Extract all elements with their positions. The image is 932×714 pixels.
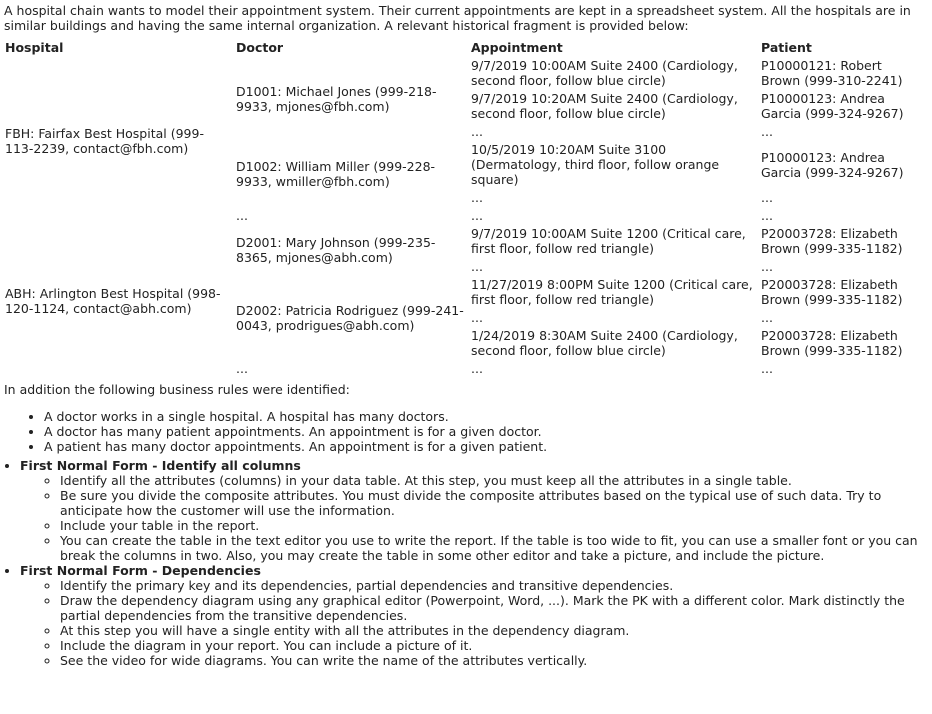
patient-cell: ... — [761, 208, 773, 223]
doctor-cell: ... — [236, 208, 248, 223]
table-row — [2, 225, 926, 258]
list-item: • A doctor works in a single hospital. A hospital has many doctors. — [44, 409, 924, 424]
hospital-cell: ABH: Arlington Best Hospital (998-120-1124, contact@abh.com) — [5, 286, 221, 316]
header-appointment: Appointment — [471, 40, 563, 55]
intro-paragraph: A hospital chain wants to model their appointment system. Their current appointments are kept in a spreadsheet system. All the hospitals are in similar buildings and having the same internal organization. A relevant historical fragment is provided below: — [4, 3, 911, 33]
historical-table — [2, 39, 926, 378]
list-item: ◦ Be sure you divide the composite attributes. You must divide the composite attributes based on the typical use of such data. Try to anticipate how the customer will use the information. — [60, 488, 920, 518]
table-row — [2, 57, 926, 90]
list-item: • A patient has many doctor appointments. An appointment is for a given patient. — [44, 439, 924, 454]
header-doctor: Doctor — [236, 40, 284, 55]
doctor-cell: D1002: William Miller (999-228-9933, wmiller@fbh.com) — [236, 158, 436, 189]
list-item: ◦ Draw the dependency diagram using any graphical editor (Powerpoint, Word, ...). Mark the PK with a different color. Mark distinctly the partial dependencies from the transitive dependencies. — [60, 593, 920, 623]
patient-cell: P10000123: Andrea Garcia (999-324-9267) — [761, 91, 904, 121]
patient-cell: ... — [761, 361, 773, 376]
appointment-cell: ... — [471, 124, 483, 139]
list-item: ◦ At this step you will have a single entity with all the attributes in the dependency diagram. — [60, 623, 920, 638]
section-title: First Normal Form - Dependencies — [20, 563, 261, 578]
hospital-cell: FBH: Fairfax Best Hospital (999-113-2239, contact@fbh.com) — [5, 125, 204, 156]
list-item: ◦ Identify all the attributes (columns) in your data table. At this step, you must keep all the attributes in a single table. — [60, 473, 920, 488]
list-item: ◦ You can create the table in the text editor you use to write the report. If the table is too wide to fit, you can use a smaller font or you can break the columns in two. Also, you may create the table in some other editor and take a picture, and include the picture. — [60, 533, 920, 563]
doctor-cell: D2002: Patricia Rodriguez (999-241-0043, prodrigues@abh.com) — [236, 302, 464, 333]
appointment-cell: ... — [471, 310, 483, 325]
header-patient: Patient — [761, 40, 812, 55]
appointment-cell: 1/24/2019 8:30AM Suite 2400 (Cardiology, second floor, follow blue circle) — [471, 328, 738, 358]
list-item: ◦ Include the diagram in your report. You can include a picture of it. — [60, 638, 920, 653]
appointment-cell: ... — [471, 190, 483, 205]
patient-cell: P20003728: Elizabeth Brown (999-335-1182) — [761, 328, 903, 358]
patient-cell: ... — [761, 124, 773, 139]
section-title: First Normal Form - Identify all columns — [20, 458, 301, 473]
section-sublist — [20, 473, 920, 563]
header-hospital: Hospital — [5, 40, 64, 55]
appointment-cell: 9/7/2019 10:00AM Suite 2400 (Cardiology, second floor, follow blue circle) — [471, 58, 738, 88]
appointment-cell: 11/27/2019 8:00PM Suite 1200 (Critical care, first floor, follow red triangle) — [471, 277, 753, 307]
appointment-cell: ... — [471, 361, 483, 376]
appointment-cell: ... — [471, 208, 483, 223]
table-header-row — [2, 39, 926, 57]
section-item — [20, 563, 920, 668]
list-item: • A doctor has many patient appointments. An appointment is for a given doctor. — [44, 424, 924, 439]
doctor-cell: ... — [236, 361, 248, 376]
list-item: ◦ Identify the primary key and its dependencies, partial dependencies and transitive dependencies. — [60, 578, 920, 593]
doctor-cell: D2001: Mary Johnson (999-235-8365, mjones@abh.com) — [236, 235, 436, 265]
instructions-list — [0, 458, 920, 668]
patient-cell: P20003728: Elizabeth Brown (999-335-1182) — [761, 277, 903, 307]
patient-cell: ... — [761, 190, 773, 205]
list-item: ◦ Include your table in the report. — [60, 518, 920, 533]
business-rules-list — [0, 409, 924, 454]
section-item — [20, 458, 920, 563]
patient-cell: ... — [761, 310, 773, 325]
appointment-cell: ... — [471, 259, 483, 274]
patient-cell: P10000123: Andrea Garcia (999-324-9267) — [761, 149, 904, 180]
appointment-cell: 10/5/2019 10:20AM Suite 3100 (Dermatology, third floor, follow orange square) — [471, 142, 720, 187]
section-sublist — [20, 578, 920, 668]
patient-cell: P10000121: Robert Brown (999-310-2241) — [761, 58, 903, 88]
appointment-cell: 9/7/2019 10:00AM Suite 1200 (Critical care, first floor, follow red triangle) — [471, 226, 746, 256]
business-rules-intro: In addition the following business rules were identified: — [4, 382, 350, 397]
doctor-cell: D1001: Michael Jones (999-218-9933, mjones@fbh.com) — [236, 83, 437, 114]
patient-cell: P20003728: Elizabeth Brown (999-335-1182) — [761, 226, 903, 256]
appointment-cell: 9/7/2019 10:20AM Suite 2400 (Cardiology, second floor, follow blue circle) — [471, 91, 738, 121]
patient-cell: ... — [761, 259, 773, 274]
list-item: ◦ See the video for wide diagrams. You can write the name of the attributes vertically. — [60, 653, 920, 668]
